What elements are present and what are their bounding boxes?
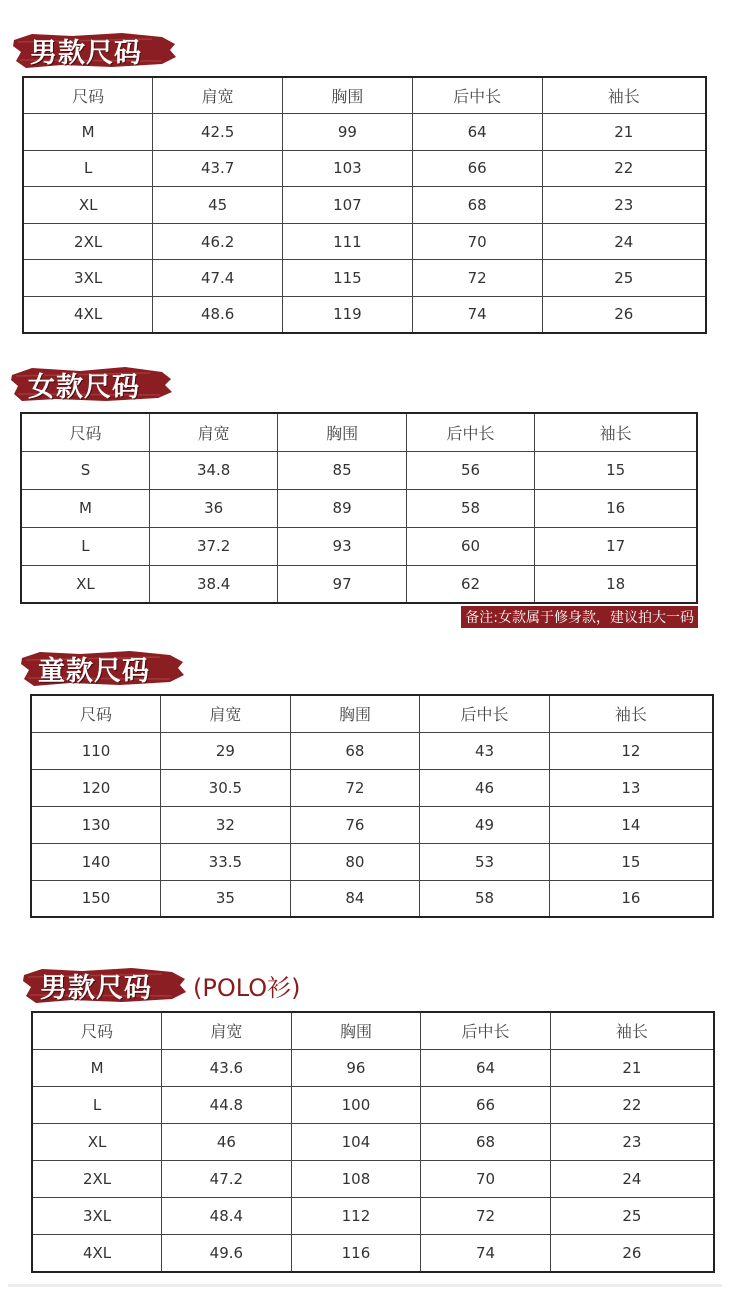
table-row [21,565,697,603]
page-bottom-divider [8,1284,722,1287]
measurement-cell: 34.8 [149,451,277,489]
size-label-cell: M [23,114,153,151]
table-row [31,732,713,769]
column-header: 肩宽 [161,695,291,732]
measurement-cell: 44.8 [162,1086,292,1123]
polo-size-suffix: (POLO衫) [193,974,301,1002]
measurement-cell: 72 [412,260,542,297]
column-header: 尺码 [32,1012,162,1049]
measurement-cell: 93 [278,527,406,565]
table-header-row [23,77,706,114]
measurement-cell: 26 [542,296,706,333]
table-header-row [21,413,697,451]
women-size-banner [10,364,173,404]
measurement-cell: 37.2 [149,527,277,565]
women-size-table [20,412,698,604]
measurement-cell: 119 [283,296,413,333]
measurement-cell: 100 [291,1086,421,1123]
size-label-cell: 2XL [32,1161,162,1198]
measurement-cell: 36 [149,489,277,527]
men-size-title: 男款尺码 [30,37,142,69]
measurement-cell: 29 [161,732,291,769]
measurement-cell: 18 [535,565,697,603]
column-header: 袖长 [549,695,713,732]
men-size-table [22,76,707,334]
table-row [21,527,697,565]
column-header: 尺码 [21,413,149,451]
table-row [32,1123,714,1160]
column-header: 肩宽 [162,1012,292,1049]
size-label-cell: 3XL [32,1198,162,1235]
measurement-cell: 85 [278,451,406,489]
women-size-title: 女款尺码 [28,371,140,403]
measurement-cell: 47.2 [162,1161,292,1198]
column-header: 尺码 [23,77,153,114]
measurement-cell: 24 [542,223,706,260]
size-label-cell: M [21,489,149,527]
measurement-cell: 108 [291,1161,421,1198]
measurement-cell: 66 [412,150,542,187]
men-size-banner [12,30,177,70]
measurement-cell: 49.6 [162,1235,292,1272]
measurement-cell: 32 [161,806,291,843]
measurement-cell: 48.6 [153,296,283,333]
size-label-cell: 130 [31,806,161,843]
table-row [21,451,697,489]
measurement-cell: 43.6 [162,1049,292,1086]
measurement-cell: 107 [283,187,413,224]
column-header: 胸围 [278,413,406,451]
size-label-cell: 4XL [23,296,153,333]
measurement-cell: 43 [420,732,550,769]
size-label-cell: L [23,150,153,187]
measurement-cell: 30.5 [161,769,291,806]
measurement-cell: 12 [549,732,713,769]
measurement-cell: 96 [291,1049,421,1086]
measurement-cell: 46.2 [153,223,283,260]
column-header: 肩宽 [153,77,283,114]
measurement-cell: 103 [283,150,413,187]
column-header: 后中长 [421,1012,551,1049]
size-label-cell: 2XL [23,223,153,260]
kids-size-table [30,694,714,918]
size-label-cell: M [32,1049,162,1086]
measurement-cell: 25 [550,1198,714,1235]
table-row [32,1235,714,1272]
measurement-cell: 23 [550,1123,714,1160]
table-row [31,769,713,806]
polo-size-banner [22,965,187,1005]
kids-size-banner [20,648,185,688]
measurement-cell: 22 [542,150,706,187]
table-row [32,1161,714,1198]
measurement-cell: 48.4 [162,1198,292,1235]
column-header: 袖长 [535,413,697,451]
table-row [32,1198,714,1235]
size-label-cell: L [32,1086,162,1123]
column-header: 胸围 [291,1012,421,1049]
measurement-cell: 97 [278,565,406,603]
measurement-cell: 76 [290,806,420,843]
table-row [23,114,706,151]
table-row [31,806,713,843]
size-label-cell: XL [23,187,153,224]
measurement-cell: 70 [412,223,542,260]
measurement-cell: 70 [421,1161,551,1198]
measurement-cell: 38.4 [149,565,277,603]
measurement-cell: 64 [421,1049,551,1086]
size-label-cell: XL [32,1123,162,1160]
table-row [32,1086,714,1123]
measurement-cell: 84 [290,880,420,917]
measurement-cell: 46 [162,1123,292,1160]
measurement-cell: 42.5 [153,114,283,151]
measurement-cell: 64 [412,114,542,151]
measurement-cell: 68 [290,732,420,769]
measurement-cell: 111 [283,223,413,260]
measurement-cell: 15 [549,843,713,880]
table-row [23,223,706,260]
table-header-row [31,695,713,732]
table-header-row [32,1012,714,1049]
size-label-cell: 150 [31,880,161,917]
measurement-cell: 58 [406,489,534,527]
measurement-cell: 16 [549,880,713,917]
measurement-cell: 16 [535,489,697,527]
measurement-cell: 17 [535,527,697,565]
measurement-cell: 68 [421,1123,551,1160]
column-header: 尺码 [31,695,161,732]
measurement-cell: 74 [412,296,542,333]
measurement-cell: 68 [412,187,542,224]
measurement-cell: 21 [542,114,706,151]
measurement-cell: 58 [420,880,550,917]
size-label-cell: 3XL [23,260,153,297]
size-label-cell: 4XL [32,1235,162,1272]
measurement-cell: 72 [290,769,420,806]
size-label-cell: 120 [31,769,161,806]
column-header: 肩宽 [149,413,277,451]
size-label-cell: XL [21,565,149,603]
measurement-cell: 45 [153,187,283,224]
measurement-cell: 80 [290,843,420,880]
measurement-cell: 33.5 [161,843,291,880]
size-label-cell: L [21,527,149,565]
measurement-cell: 24 [550,1161,714,1198]
measurement-cell: 13 [549,769,713,806]
women-size-note: 备注:女款属于修身款，建议拍大一码 [461,606,698,628]
measurement-cell: 62 [406,565,534,603]
measurement-cell: 15 [535,451,697,489]
measurement-cell: 116 [291,1235,421,1272]
measurement-cell: 49 [420,806,550,843]
table-row [23,187,706,224]
column-header: 后中长 [412,77,542,114]
column-header: 袖长 [542,77,706,114]
table-row [31,880,713,917]
size-label-cell: S [21,451,149,489]
measurement-cell: 22 [550,1086,714,1123]
table-row [31,843,713,880]
measurement-cell: 35 [161,880,291,917]
measurement-cell: 74 [421,1235,551,1272]
measurement-cell: 115 [283,260,413,297]
size-label-cell: 110 [31,732,161,769]
table-row [21,489,697,527]
measurement-cell: 26 [550,1235,714,1272]
measurement-cell: 60 [406,527,534,565]
table-row [32,1049,714,1086]
measurement-cell: 46 [420,769,550,806]
size-label-cell: 140 [31,843,161,880]
measurement-cell: 66 [421,1086,551,1123]
column-header: 胸围 [290,695,420,732]
measurement-cell: 112 [291,1198,421,1235]
measurement-cell: 21 [550,1049,714,1086]
measurement-cell: 56 [406,451,534,489]
measurement-cell: 72 [421,1198,551,1235]
measurement-cell: 14 [549,806,713,843]
polo-size-table [31,1011,715,1273]
measurement-cell: 47.4 [153,260,283,297]
table-row [23,296,706,333]
column-header: 袖长 [550,1012,714,1049]
column-header: 后中长 [420,695,550,732]
table-row [23,260,706,297]
kids-size-title: 童款尺码 [38,655,150,687]
measurement-cell: 25 [542,260,706,297]
column-header: 胸围 [283,77,413,114]
measurement-cell: 99 [283,114,413,151]
measurement-cell: 89 [278,489,406,527]
measurement-cell: 53 [420,843,550,880]
measurement-cell: 104 [291,1123,421,1160]
measurement-cell: 43.7 [153,150,283,187]
table-row [23,150,706,187]
measurement-cell: 23 [542,187,706,224]
polo-size-title: 男款尺码 [40,972,152,1004]
column-header: 后中长 [406,413,534,451]
